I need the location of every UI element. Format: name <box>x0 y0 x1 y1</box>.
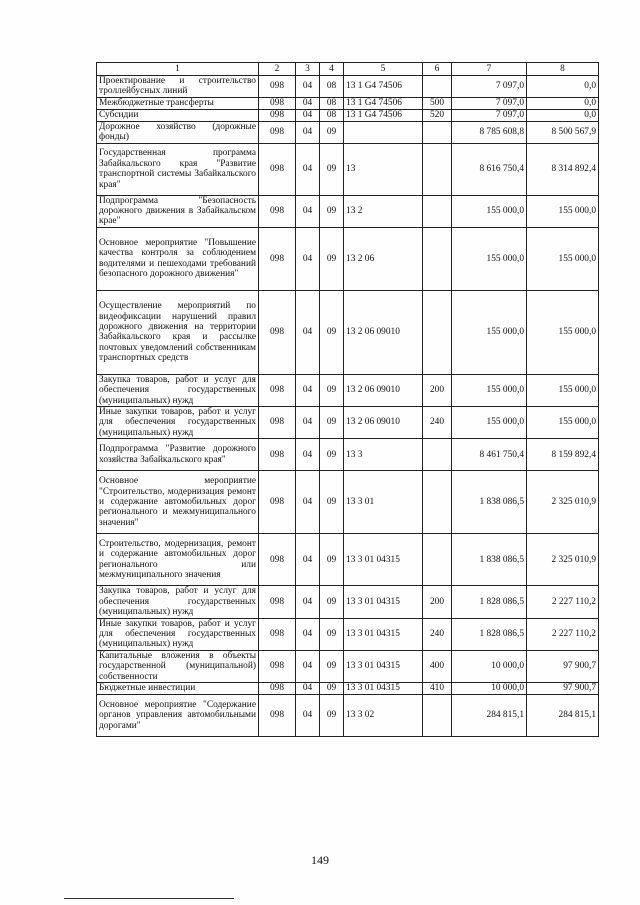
cell-subsection: 09 <box>320 407 344 439</box>
cell-expense-type <box>423 227 452 290</box>
cell-subsection: 08 <box>320 109 344 121</box>
cell-amount-year-1: 7 097,0 <box>452 76 527 98</box>
cell-ministry-code: 098 <box>259 121 296 143</box>
cell-target-article: 13 1 G4 74506 <box>344 97 423 109</box>
cell-amount-year-2: 2 325 010,9 <box>527 534 599 586</box>
cell-ministry-code: 098 <box>259 694 296 736</box>
cell-amount-year-2: 155 000,0 <box>527 195 599 227</box>
cell-amount-year-2: 0,0 <box>527 97 599 109</box>
cell-ministry-code: 098 <box>259 471 296 534</box>
cell-target-article: 13 2 06 <box>344 227 423 290</box>
cell-subsection: 09 <box>320 534 344 586</box>
cell-section: 04 <box>296 227 320 290</box>
table-row <box>97 195 599 227</box>
cell-name: Подпрограмма "Развитие дорожного хозяйства Забайкальского края" <box>97 439 259 471</box>
cell-subsection: 09 <box>320 121 344 143</box>
cell-target-article: 13 2 06 09010 <box>344 374 423 406</box>
cell-ministry-code: 098 <box>259 227 296 290</box>
cell-amount-year-1: 155 000,0 <box>452 407 527 439</box>
cell-target-article: 13 3 01 04315 <box>344 650 423 682</box>
cell-amount-year-2: 97 900,7 <box>527 650 599 682</box>
table-header-row <box>97 63 599 76</box>
cell-name: Субсидии <box>97 109 259 121</box>
cell-ministry-code: 098 <box>259 650 296 682</box>
cell-name: Осуществление мероприятий по видеофиксации нарушений правил дорожного движения на территории Забайкальского края и рассылке почтовых уведомлений собственникам транспортных средств <box>97 290 259 374</box>
cell-name: Иные закупки товаров, работ и услуг для обеспечения государственных (муниципальных) нужд <box>97 407 259 439</box>
cell-amount-year-2: 155 000,0 <box>527 374 599 406</box>
cell-ministry-code: 098 <box>259 76 296 98</box>
cell-section: 04 <box>296 407 320 439</box>
table-row <box>97 682 599 694</box>
cell-ministry-code: 098 <box>259 143 296 195</box>
cell-target-article: 13 3 01 <box>344 471 423 534</box>
cell-subsection: 09 <box>320 439 344 471</box>
table-row <box>97 121 599 143</box>
column-header-3: 3 <box>296 63 320 76</box>
cell-subsection: 09 <box>320 586 344 618</box>
cell-subsection: 09 <box>320 227 344 290</box>
cell-name: Иные закупки товаров, работ и услуг для обеспечения государственных (муниципальных) нужд <box>97 618 259 650</box>
cell-amount-year-2: 155 000,0 <box>527 227 599 290</box>
cell-amount-year-1: 8 785 608,8 <box>452 121 527 143</box>
cell-subsection: 09 <box>320 195 344 227</box>
cell-name: Закупка товаров, работ и услуг для обеспечения государственных (муниципальных) нужд <box>97 586 259 618</box>
cell-amount-year-2: 155 000,0 <box>527 407 599 439</box>
cell-amount-year-2: 2 227 110,2 <box>527 586 599 618</box>
cell-section: 04 <box>296 682 320 694</box>
cell-amount-year-2: 2 227 110,2 <box>527 618 599 650</box>
cell-amount-year-1: 10 000,0 <box>452 682 527 694</box>
cell-target-article: 13 2 06 09010 <box>344 290 423 374</box>
cell-amount-year-1: 8 616 750,4 <box>452 143 527 195</box>
cell-target-article: 13 1 G4 74506 <box>344 109 423 121</box>
cell-name: Межбюджетные трансферты <box>97 97 259 109</box>
cell-expense-type <box>423 471 452 534</box>
cell-expense-type: 200 <box>423 586 452 618</box>
cell-ministry-code: 098 <box>259 439 296 471</box>
cell-expense-type <box>423 121 452 143</box>
cell-section: 04 <box>296 471 320 534</box>
cell-target-article: 13 <box>344 143 423 195</box>
table-row <box>97 534 599 586</box>
cell-amount-year-1: 1 828 086,5 <box>452 586 527 618</box>
cell-section: 04 <box>296 694 320 736</box>
table-row <box>97 407 599 439</box>
cell-amount-year-2: 155 000,0 <box>527 290 599 374</box>
cell-amount-year-2: 284 815,1 <box>527 694 599 736</box>
cell-ministry-code: 098 <box>259 618 296 650</box>
table-row <box>97 471 599 534</box>
cell-name: Проектирование и строительство троллейбусных линий <box>97 76 259 98</box>
table-row <box>97 143 599 195</box>
cell-expense-type: 240 <box>423 618 452 650</box>
column-header-6: 6 <box>423 63 452 76</box>
column-header-2: 2 <box>259 63 296 76</box>
cell-section: 04 <box>296 121 320 143</box>
cell-amount-year-1: 155 000,0 <box>452 195 527 227</box>
cell-section: 04 <box>296 618 320 650</box>
cell-section: 04 <box>296 374 320 406</box>
cell-target-article: 13 1 G4 74506 <box>344 76 423 98</box>
cell-amount-year-2: 97 900,7 <box>527 682 599 694</box>
cell-section: 04 <box>296 97 320 109</box>
cell-name: Государственная программа Забайкальского края "Развитие транспортной системы Забайкальского края" <box>97 143 259 195</box>
cell-subsection: 09 <box>320 618 344 650</box>
table-row <box>97 76 599 98</box>
cell-target-article <box>344 121 423 143</box>
cell-expense-type: 520 <box>423 109 452 121</box>
cell-expense-type <box>423 143 452 195</box>
column-header-1: 1 <box>97 63 259 76</box>
cell-ministry-code: 098 <box>259 586 296 618</box>
cell-expense-type: 410 <box>423 682 452 694</box>
cell-subsection: 09 <box>320 290 344 374</box>
cell-target-article: 13 2 <box>344 195 423 227</box>
cell-ministry-code: 098 <box>259 109 296 121</box>
cell-name: Капитальные вложения в объекты государственной (муниципальной) собственности <box>97 650 259 682</box>
cell-target-article: 13 3 01 04315 <box>344 682 423 694</box>
cell-expense-type <box>423 76 452 98</box>
cell-name: Основное мероприятие "Строительство, модернизация ремонт и содержание автомобильных дорог регионального и межмуниципального значения" <box>97 471 259 534</box>
cell-section: 04 <box>296 109 320 121</box>
table-row <box>97 109 599 121</box>
cell-section: 04 <box>296 195 320 227</box>
cell-target-article: 13 3 01 04315 <box>344 586 423 618</box>
cell-subsection: 09 <box>320 471 344 534</box>
cell-section: 04 <box>296 290 320 374</box>
cell-target-article: 13 3 01 04315 <box>344 534 423 586</box>
cell-subsection: 09 <box>320 650 344 682</box>
page-number: 149 <box>311 853 329 867</box>
cell-amount-year-2: 0,0 <box>527 76 599 98</box>
table-row <box>97 290 599 374</box>
cell-name: Бюджетные инвестиции <box>97 682 259 694</box>
cell-name: Основное мероприятие "Содержание органов управления автомобильными дорогами" <box>97 694 259 736</box>
cell-expense-type: 400 <box>423 650 452 682</box>
cell-ministry-code: 098 <box>259 682 296 694</box>
cell-amount-year-2: 8 500 567,9 <box>527 121 599 143</box>
table-row <box>97 694 599 736</box>
cell-expense-type <box>423 534 452 586</box>
table-row <box>97 374 599 406</box>
cell-expense-type: 200 <box>423 374 452 406</box>
footer-divider <box>64 898 234 899</box>
cell-expense-type <box>423 290 452 374</box>
cell-expense-type: 240 <box>423 407 452 439</box>
cell-expense-type <box>423 195 452 227</box>
cell-ministry-code: 098 <box>259 534 296 586</box>
table-row <box>97 97 599 109</box>
cell-expense-type <box>423 694 452 736</box>
cell-section: 04 <box>296 650 320 682</box>
cell-amount-year-1: 155 000,0 <box>452 374 527 406</box>
cell-ministry-code: 098 <box>259 97 296 109</box>
cell-subsection: 09 <box>320 682 344 694</box>
cell-ministry-code: 098 <box>259 407 296 439</box>
column-header-4: 4 <box>320 63 344 76</box>
cell-amount-year-1: 284 815,1 <box>452 694 527 736</box>
table-row <box>97 586 599 618</box>
cell-target-article: 13 2 06 09010 <box>344 407 423 439</box>
cell-subsection: 09 <box>320 143 344 195</box>
cell-amount-year-1: 155 000,0 <box>452 290 527 374</box>
table-row <box>97 439 599 471</box>
cell-target-article: 13 3 <box>344 439 423 471</box>
budget-table <box>96 62 599 737</box>
column-header-5: 5 <box>344 63 423 76</box>
cell-target-article: 13 3 02 <box>344 694 423 736</box>
cell-ministry-code: 098 <box>259 374 296 406</box>
cell-amount-year-2: 8 314 892,4 <box>527 143 599 195</box>
cell-amount-year-1: 155 000,0 <box>452 227 527 290</box>
cell-section: 04 <box>296 439 320 471</box>
cell-name: Закупка товаров, работ и услуг для обеспечения государственных (муниципальных) нужд <box>97 374 259 406</box>
cell-amount-year-2: 0,0 <box>527 109 599 121</box>
cell-subsection: 08 <box>320 76 344 98</box>
cell-subsection: 08 <box>320 97 344 109</box>
cell-target-article: 13 3 01 04315 <box>344 618 423 650</box>
column-header-8: 8 <box>527 63 599 76</box>
cell-name: Основное мероприятие "Повышение качества контроля за соблюдением водителями и пешеходами требований безопасного дорожного движения" <box>97 227 259 290</box>
column-header-7: 7 <box>452 63 527 76</box>
cell-amount-year-1: 1 838 086,5 <box>452 534 527 586</box>
cell-amount-year-1: 7 097,0 <box>452 109 527 121</box>
cell-amount-year-2: 8 159 892,4 <box>527 439 599 471</box>
cell-name: Строительство, модернизация, ремонт и содержание автомобильных дорог регионального или межмуниципального значения <box>97 534 259 586</box>
cell-section: 04 <box>296 534 320 586</box>
cell-name: Дорожное хозяйство (дорожные фонды) <box>97 121 259 143</box>
cell-amount-year-1: 1 828 086,5 <box>452 618 527 650</box>
cell-name: Подпрограмма "Безопасность дорожного движения в Забайкальском крае" <box>97 195 259 227</box>
cell-subsection: 09 <box>320 694 344 736</box>
cell-section: 04 <box>296 76 320 98</box>
table-row <box>97 227 599 290</box>
cell-expense-type <box>423 439 452 471</box>
cell-section: 04 <box>296 586 320 618</box>
cell-amount-year-2: 2 325 010,9 <box>527 471 599 534</box>
cell-amount-year-1: 8 461 750,4 <box>452 439 527 471</box>
cell-section: 04 <box>296 143 320 195</box>
cell-ministry-code: 098 <box>259 195 296 227</box>
cell-amount-year-1: 10 000,0 <box>452 650 527 682</box>
cell-expense-type: 500 <box>423 97 452 109</box>
table-row <box>97 650 599 682</box>
table-row <box>97 618 599 650</box>
cell-ministry-code: 098 <box>259 290 296 374</box>
cell-subsection: 09 <box>320 374 344 406</box>
cell-amount-year-1: 1 838 086,5 <box>452 471 527 534</box>
cell-amount-year-1: 7 097,0 <box>452 97 527 109</box>
